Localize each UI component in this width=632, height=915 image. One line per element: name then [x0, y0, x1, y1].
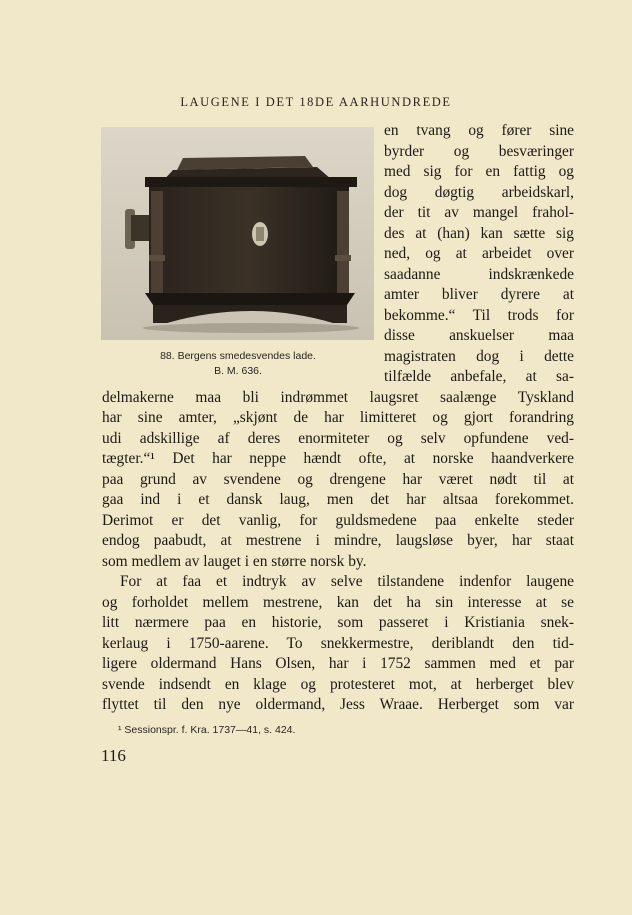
chest-photo-illustration — [101, 127, 374, 340]
text-line: des at (han) kan sætte sig — [384, 224, 574, 242]
text-line: ligere oldermand Hans Olsen, har i 1752 sammen med et par — [102, 655, 574, 672]
caption-title: 88. Bergens smedesvendes lade. — [160, 350, 316, 362]
text-line: gaa ind i et dansk laug, men det har altsaa forekommet. — [102, 491, 574, 508]
text-line: magistraten dog i dette — [384, 347, 574, 365]
page-number: 116 — [101, 746, 126, 765]
text-line: og forholdet mellem mestrene, kan det ha sin interesse at se — [102, 593, 574, 611]
text-line: byrder og besværinger — [384, 142, 574, 160]
text-line: udi adskillige af deres enormiteter og selv opfundene ved- — [102, 429, 574, 447]
text-line: tilfælde anbefale, at sa- — [384, 368, 574, 385]
text-line: For at faa et indtryk av selve tilstandene indenfor laugene — [120, 573, 574, 590]
text-line: med sig for en fattig og — [384, 163, 574, 180]
text-line: litt nærmere paa en historie, som passeret i Kristiania snek- — [102, 614, 574, 631]
text-line: der tit av mangel frahol- — [384, 204, 574, 221]
text-line: endog paabudt, at mestrene i mindre, laugsløse byer, har staat — [102, 532, 574, 549]
text-line: har sine amter, „skjønt de har limitteret og gjort forandring — [102, 409, 574, 426]
text-line: flyttet til den nye oldermand, Jess Wraae. Herberget som var — [102, 696, 574, 713]
text-line: disse anskuelser maa — [384, 327, 574, 344]
text-line: delmakerne maa bli indrømmet laugsret saalænge Tyskland — [102, 388, 574, 406]
figure-photo-chest — [101, 127, 374, 340]
footnote: ¹ Sessionspr. f. Kra. 1737—41, s. 424. — [118, 724, 296, 736]
text-line: saadanne indskrænkede — [384, 265, 574, 283]
text-line: som medlem av lauget i en større norsk by. — [102, 552, 367, 570]
text-line: Derimot er det vanlig, for guldsmedene paa enkelte steder — [102, 511, 574, 529]
caption-museum-ref: B. M. 636. — [214, 365, 262, 377]
text-line: bekomme.“ Til trods for — [384, 306, 574, 324]
figure-caption — [100, 349, 376, 379]
running-head: LAUGENE I DET 18DE AARHUNDREDE — [180, 95, 452, 109]
text-line: tægter.“¹ Det har neppe hændt ofte, at norske haandverkere — [102, 450, 574, 467]
text-line: en tvang og fører sine — [384, 122, 574, 139]
text-line: kerlaug i 1750-aarene. To snekkermestre, deriblandt den tid- — [102, 634, 574, 652]
text-line: svende indsendt en klage og protesteret mot, at herberget blev — [102, 675, 574, 693]
text-line: amter bliver dyrere at — [384, 286, 574, 303]
text-line: ned, og at arbeidet over — [384, 245, 574, 262]
text-line: dog døgtig arbeidskarl, — [384, 183, 574, 201]
text-line: paa grund av svendene og drengene har været nødt til at — [102, 470, 574, 488]
